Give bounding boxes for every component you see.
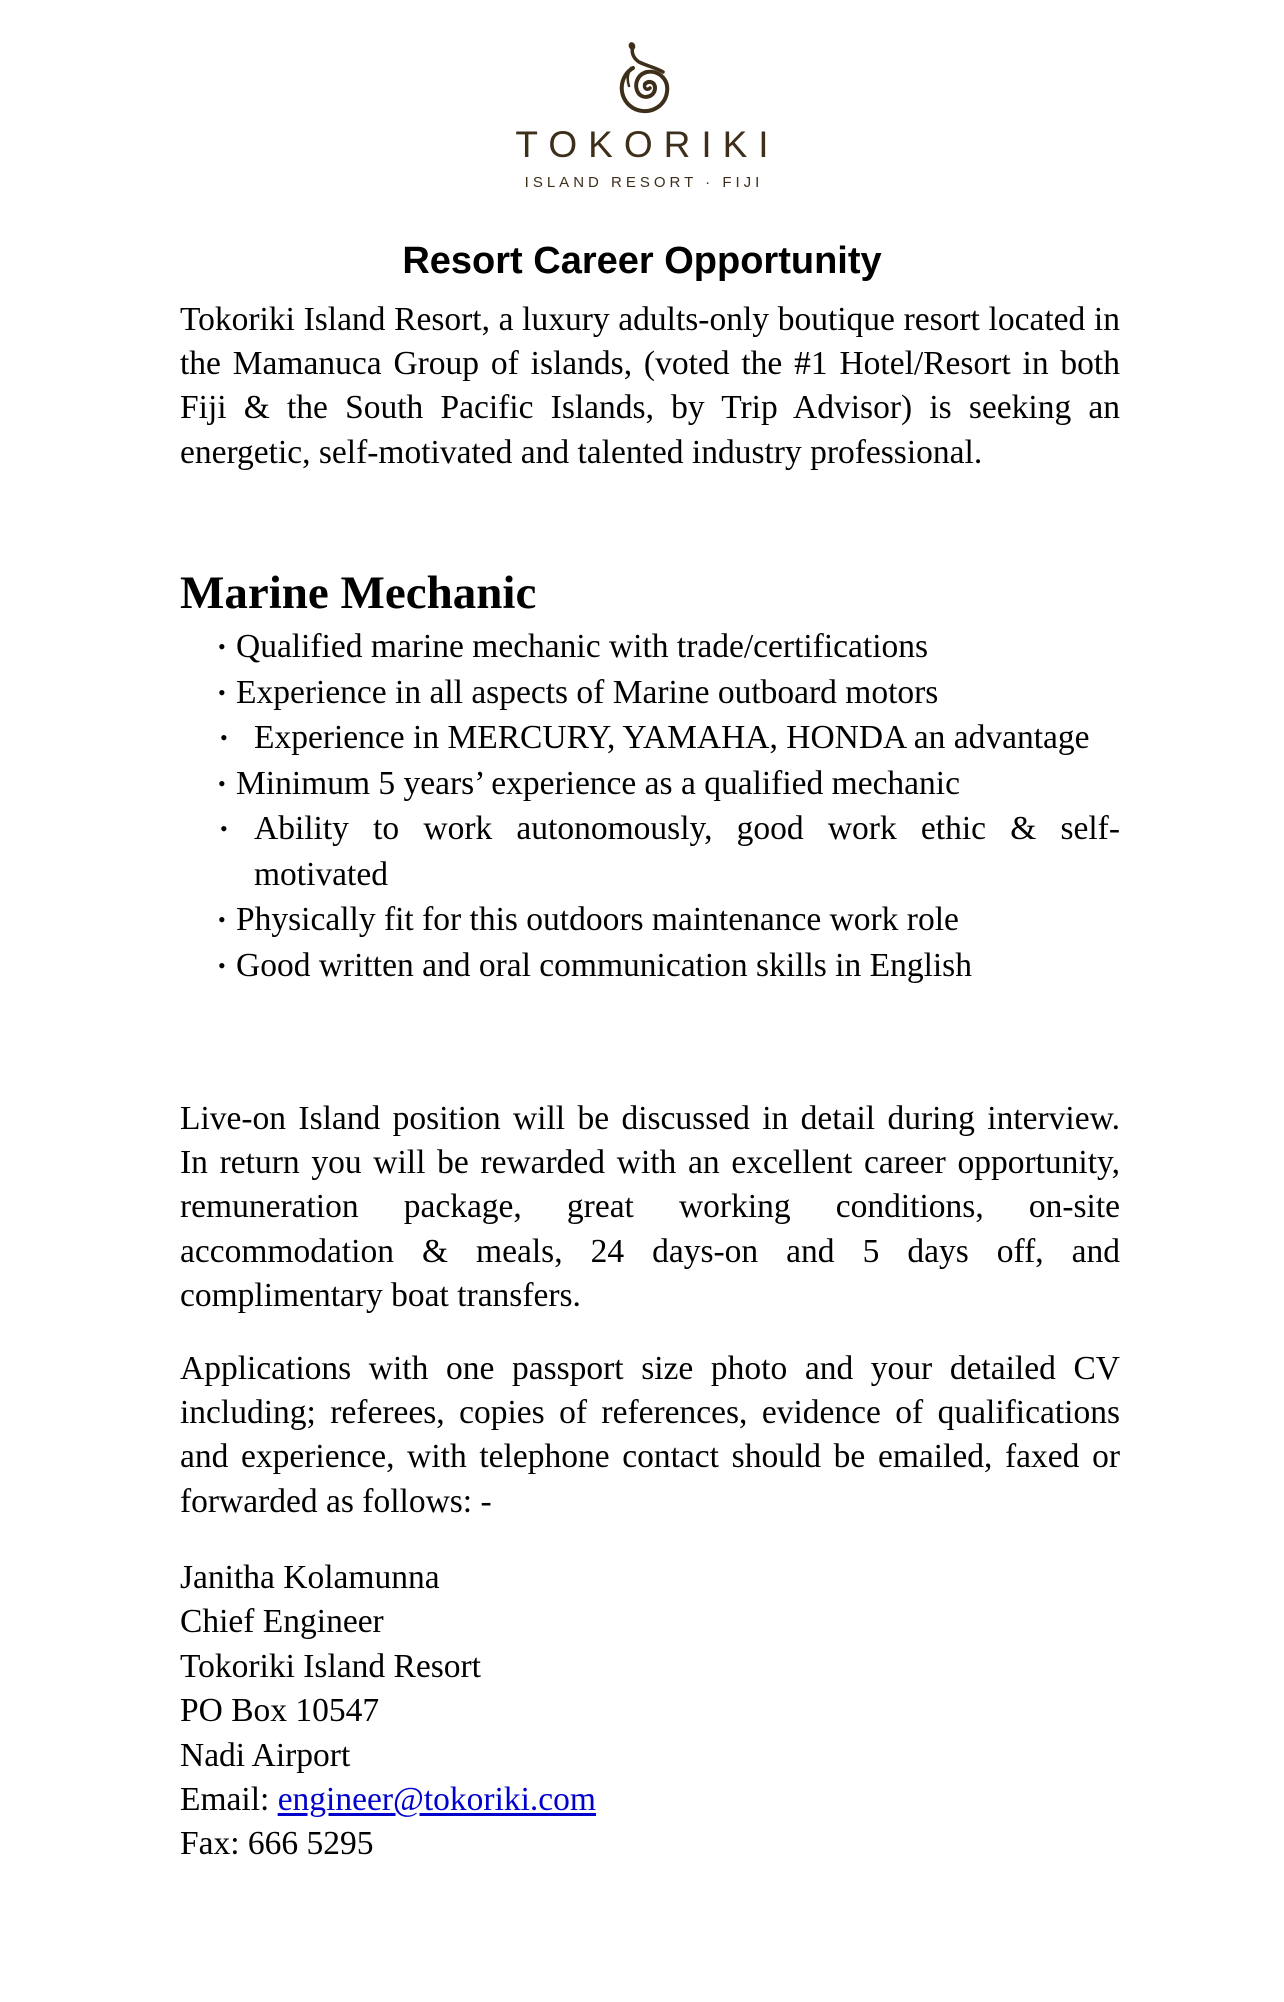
benefits-paragraph: Live-on Island position will be discussed in detail during interview. In return you will be rewarded with an excellent career opportunity, remuneration package, great working conditions, on-site accommodation & meals, 24 days-on and 5 days off, and complimentary boat transfers. <box>180 1100 1120 1314</box>
contact-position: Chief Engineer <box>180 1603 384 1641</box>
intro-paragraph: Tokoriki Island Resort, a luxury adults-only boutique resort located in the Mamanuca Group of islands, (voted the #1 Hotel/Resort in both Fiji & the South Pacific Islands, by Trip Advisor) is seeking an energetic, self-motivated and talented industry professional. <box>180 301 1120 471</box>
bullet-icon: • <box>218 952 226 978</box>
page-title: Resort Career Opportunity <box>402 240 882 282</box>
logo-tagline: ISLAND RESORT · FIJI <box>524 174 764 191</box>
list-item: • Experience in all aspects of Marine outboard motors <box>180 670 1120 716</box>
application-paragraph: Applications with one passport size photo and your detailed CV including; referees, copies of references, evidence of qualifications and experience, with telephone contact should be emailed, faxed or forwarded as follows: - <box>180 1350 1120 1520</box>
email-link[interactable]: engineer@tokoriki.com <box>277 1781 596 1819</box>
bullet-icon: • <box>218 679 226 705</box>
bullet-icon: • <box>220 725 228 750</box>
spiral-shell-icon <box>611 38 673 118</box>
contact-location: Nadi Airport <box>180 1736 351 1774</box>
contact-organization: Tokoriki Island Resort <box>180 1647 481 1685</box>
contact-po-box: PO Box 10547 <box>180 1692 380 1730</box>
bullet-icon: • <box>218 770 226 796</box>
bullet-icon: • <box>218 634 226 659</box>
bullet-icon: • <box>218 907 226 932</box>
list-item: • Ability to work autonomously, good work ethic & self-motivated <box>180 806 1120 897</box>
list-item: • Experience in MERCURY, YAMAHA, HONDA an advantage <box>180 715 1120 761</box>
email-label: Email: <box>180 1781 278 1819</box>
contact-block <box>180 1556 596 1867</box>
logo-wordmark: TOKORIKI <box>515 124 780 165</box>
list-item: • Good written and oral communication skills in English <box>180 943 1120 989</box>
bullet-icon: • <box>220 816 228 841</box>
job-title: Marine Mechanic <box>180 567 537 619</box>
contact-email-line <box>180 1778 596 1822</box>
list-item: • Minimum 5 years’ experience as a qualified mechanic <box>180 761 1120 807</box>
requirements-list <box>180 624 1120 988</box>
resort-logo <box>0 38 1284 192</box>
contact-name: Janitha Kolamunna <box>180 1559 440 1596</box>
contact-fax: Fax: 666 5295 <box>180 1825 374 1863</box>
list-item: • Qualified marine mechanic with trade/certifications <box>180 624 1120 670</box>
list-item: • Physically fit for this outdoors maintenance work role <box>180 897 1120 943</box>
